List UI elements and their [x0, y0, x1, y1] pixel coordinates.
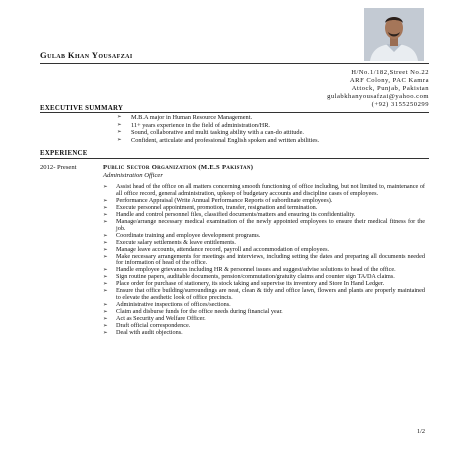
arrow-bullet-icon: ➢ — [103, 288, 108, 295]
duties-list — [103, 184, 425, 337]
arrow-bullet-icon: ➢ — [103, 246, 108, 253]
address-line: H/No.1/182,Street No.22 — [351, 69, 429, 76]
arrow-bullet-icon: ➢ — [103, 253, 108, 260]
job-title: Administration Officer — [103, 172, 163, 179]
duty-item — [103, 330, 425, 337]
duty-text: Manage leave accounts, attendance record, payroll and accommodation of employees. — [116, 245, 330, 253]
duty-text: Make necessary arrangements for meetings and interviews, including setting the dates and preparing all documents needed for information of head of the office. — [116, 252, 425, 267]
duty-text: Administrative inspections of offices/sections. — [116, 301, 231, 309]
duty-item — [103, 254, 425, 268]
summary-text: Confident, articulate and professional English spoken and written abilities. — [131, 136, 320, 144]
experience-divider — [40, 158, 429, 159]
experience-heading: EXPERIENCE — [40, 150, 88, 157]
arrow-bullet-icon: ➢ — [103, 309, 108, 316]
arrow-bullet-icon: ➢ — [103, 330, 108, 337]
arrow-bullet-icon: ➢ — [103, 232, 108, 239]
duty-text: Execute salary settlements & leave entitlements. — [116, 238, 236, 246]
duty-text: Coordinate training and employee development programs. — [116, 231, 261, 239]
arrow-bullet-icon: ➢ — [103, 184, 108, 190]
arrow-bullet-icon: ➢ — [103, 267, 108, 274]
duty-item — [103, 184, 425, 198]
employment-period: 2012- Present — [40, 164, 77, 171]
person-portrait — [364, 8, 424, 61]
arrow-bullet-icon: ➢ — [103, 302, 108, 309]
arrow-bullet-icon: ➢ — [117, 136, 122, 143]
arrow-bullet-icon: ➢ — [103, 197, 108, 204]
arrow-bullet-icon: ➢ — [117, 129, 122, 135]
duty-text: Deal with audit objections. — [116, 329, 183, 337]
address-line: Attock, Punjab, Pakistan — [351, 84, 429, 92]
duty-text: Place order for purchase of stationery, its stock taking and supervise its inventory and Store In Hand Ledger. — [116, 280, 385, 288]
header-divider — [40, 63, 429, 64]
summary-list — [117, 114, 417, 144]
summary-divider — [40, 112, 429, 113]
duty-text: Act as Security and Welfare Officer. — [116, 315, 206, 323]
duty-text: Handle employee grievances including HR & personnel issues and suggest/advise solutions to head of the office. — [116, 266, 396, 274]
arrow-bullet-icon: ➢ — [117, 121, 122, 128]
address-line: ARF Colony, PAC Kamra — [349, 76, 429, 84]
list-item — [117, 129, 417, 137]
contact-block — [327, 69, 429, 109]
summary-heading: EXECUTIVE SUMMARY — [40, 105, 124, 112]
organization-name: Public Sector Organization (M.E.S Pakistan) — [103, 164, 254, 171]
duty-text: Ensure that office building/surroundings are neat, clean & tidy and office lawn, flowers and plants are properly maintained to elevate the aesthetic look of office precincts. — [116, 287, 425, 302]
arrow-bullet-icon: ➢ — [103, 323, 108, 330]
list-item — [117, 114, 417, 122]
duty-text: Draft official correspondence. — [116, 322, 191, 330]
summary-text: M.B.A major in Human Resource Management. — [131, 114, 253, 121]
list-item — [117, 122, 417, 130]
arrow-bullet-icon: ➢ — [103, 239, 108, 246]
arrow-bullet-icon: ➢ — [103, 218, 108, 225]
duty-item — [103, 219, 425, 233]
list-item — [117, 137, 417, 145]
arrow-bullet-icon: ➢ — [103, 211, 108, 218]
summary-text: 11+ years experience in the field of administration/HR. — [131, 121, 271, 129]
duty-item — [103, 288, 425, 302]
candidate-name: Gulab Khan Yousafzai — [40, 50, 133, 60]
duty-text: Claim and disburse funds for the office needs during financial year. — [116, 308, 283, 316]
duty-text: Performance Appraisal (Write Annual Performance Reports of subordinate employees). — [116, 196, 333, 204]
page-number: 1/2 — [416, 428, 425, 435]
arrow-bullet-icon: ➢ — [103, 274, 108, 281]
email-text: gulabkhanyousafzai@yahoo.com — [327, 92, 429, 100]
duty-text: Execute personnel appointment, promotion, transfer, resignation and termination. — [116, 203, 318, 211]
summary-text: Sound, collaborative and multi tasking ability with a can-do attitude. — [131, 129, 304, 136]
duty-text: Handle and control personnel files, classified documents/matters and ensuring its confidentiality. — [116, 210, 356, 218]
arrow-bullet-icon: ➢ — [117, 114, 122, 120]
profile-photo — [364, 8, 424, 61]
duty-text: Manage/arrange necessary medical examination of the newly appointed employees to ensure their medical fitness for the job. — [116, 217, 425, 232]
phone-text: (+92) 3155250299 — [371, 100, 429, 108]
arrow-bullet-icon: ➢ — [103, 281, 108, 288]
duty-text: Sign routine papers, auditable documents, pension/commutation/gratuity claims and counter sign TA/DA claims. — [116, 273, 395, 281]
arrow-bullet-icon: ➢ — [103, 316, 108, 323]
arrow-bullet-icon: ➢ — [103, 204, 108, 211]
duty-text: Assist head of the office on all matters concerning smooth functioning of office including, but not limited to, maintenance of all office record, general administration, upkeep of budgetary accounts and discipline cases of employees. — [116, 183, 425, 197]
